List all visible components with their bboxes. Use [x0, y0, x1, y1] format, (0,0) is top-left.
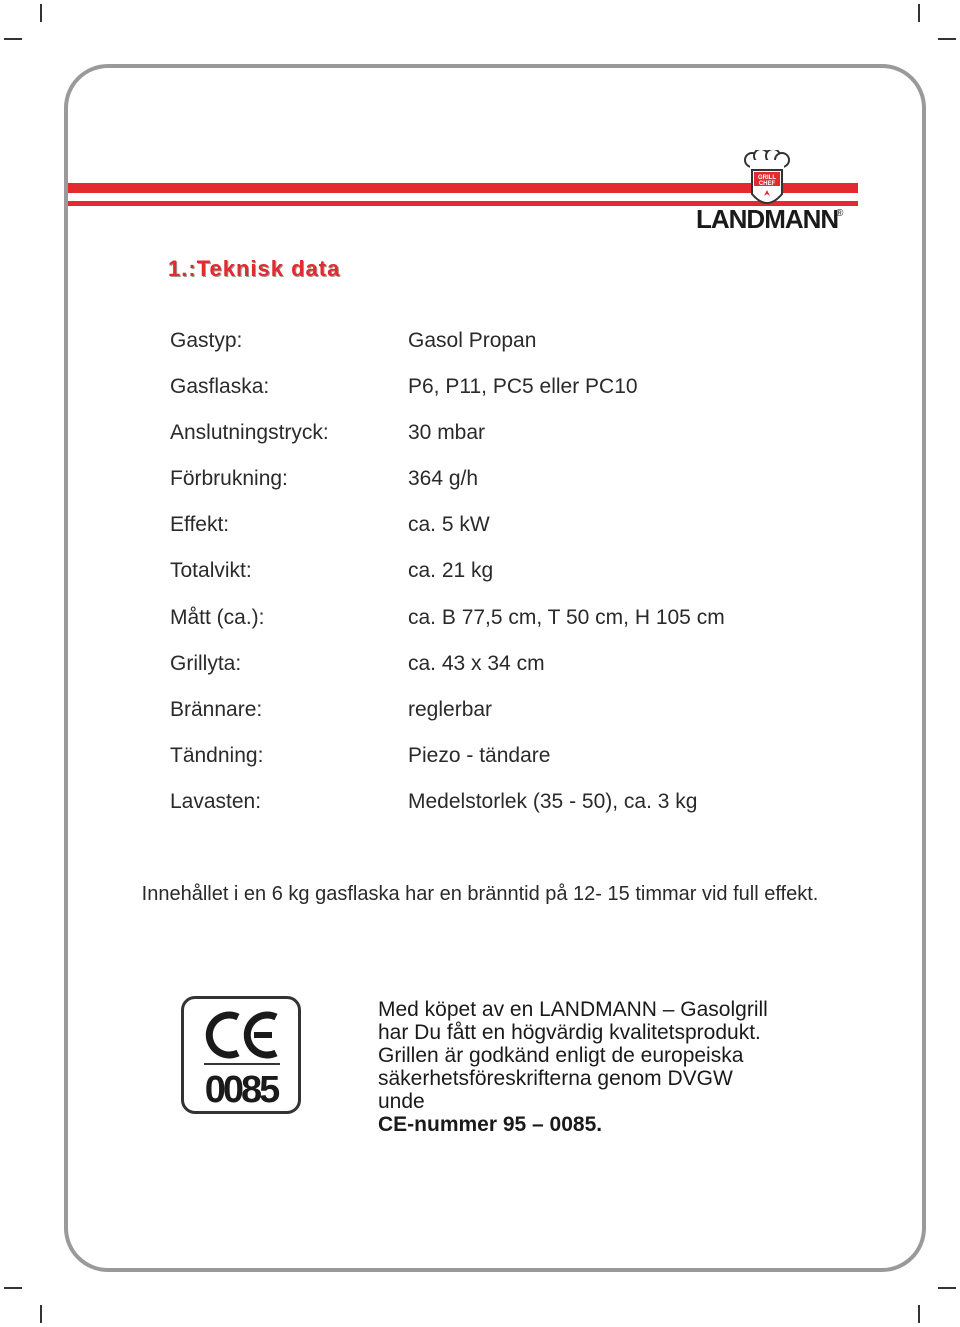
spec-label: Förbrukning:: [170, 467, 288, 491]
svg-text:CHEF: CHEF: [758, 181, 776, 187]
crop-mark: [40, 4, 42, 22]
grill-chef-icon: [744, 150, 790, 212]
info-line: unde: [378, 1090, 425, 1113]
ce-mark-icon: [204, 1011, 280, 1059]
info-line: Med köpet av en LANDMANN – Gasolgrill: [378, 998, 768, 1021]
certification-text: [378, 998, 768, 1136]
info-line: har Du fått en högvärdig kvalitetsprodukt.: [378, 1021, 761, 1044]
header-stripe: [68, 183, 858, 193]
spec-value: 30 mbar: [408, 421, 486, 445]
registered-mark: ®: [836, 208, 844, 219]
spec-value: ca. 43 x 34 cm: [408, 651, 545, 675]
spec-value: ca. 5 kW: [408, 513, 490, 537]
spec-value: ca. 21 kg: [408, 559, 494, 583]
spec-value: Medelstorlek (35 - 50), ca. 3 kg: [408, 789, 698, 813]
ce-number: 0085: [204, 1069, 278, 1111]
brand-logo: LANDMANN: [696, 204, 839, 234]
burn-time-note: Innehållet i en 6 kg gasflaska har en bränntid på 12- 15 timmar vid full effekt.: [141, 883, 819, 905]
info-line: Grillen är godkänd enligt de europeiska: [378, 1044, 744, 1067]
ce-divider: [204, 1063, 280, 1065]
svg-text:GRILL: GRILL: [758, 175, 776, 181]
spec-label: Tändning:: [170, 743, 264, 767]
crop-mark: [938, 1287, 956, 1289]
spec-value: P6, P11, PC5 eller PC10: [408, 375, 638, 399]
ce-badge: [181, 996, 301, 1114]
spec-label: Effekt:: [170, 513, 230, 537]
spec-value: reglerbar: [408, 697, 493, 721]
spec-label: Mått (ca.):: [170, 605, 265, 629]
info-line: säkerhetsföreskrifterna genom DVGW: [378, 1067, 733, 1090]
ce-number-line: CE-nummer 95 – 0085.: [378, 1113, 603, 1136]
crop-mark: [918, 1305, 920, 1323]
crop-mark: [4, 1287, 22, 1289]
spec-label: Anslutningstryck:: [170, 421, 329, 445]
spec-value: Piezo - tändare: [408, 743, 551, 767]
spec-label: Brännare:: [170, 697, 263, 721]
crop-mark: [4, 38, 22, 40]
spec-value: Gasol Propan: [408, 329, 537, 352]
crop-mark: [918, 4, 920, 22]
section-title: 1.:Teknisk data: [168, 256, 341, 281]
crop-mark: [40, 1305, 42, 1323]
spec-value: ca. B 77,5 cm, T 50 cm, H 105 cm: [408, 605, 725, 629]
spec-value: 364 g/h: [408, 467, 479, 491]
spec-label: Grillyta:: [170, 651, 242, 675]
crop-mark: [938, 38, 956, 40]
spec-label: Gasflaska:: [170, 375, 270, 399]
spec-label: Totalvikt:: [170, 559, 252, 583]
spec-label: Gastyp:: [170, 329, 243, 352]
spec-label: Lavasten:: [170, 789, 262, 813]
